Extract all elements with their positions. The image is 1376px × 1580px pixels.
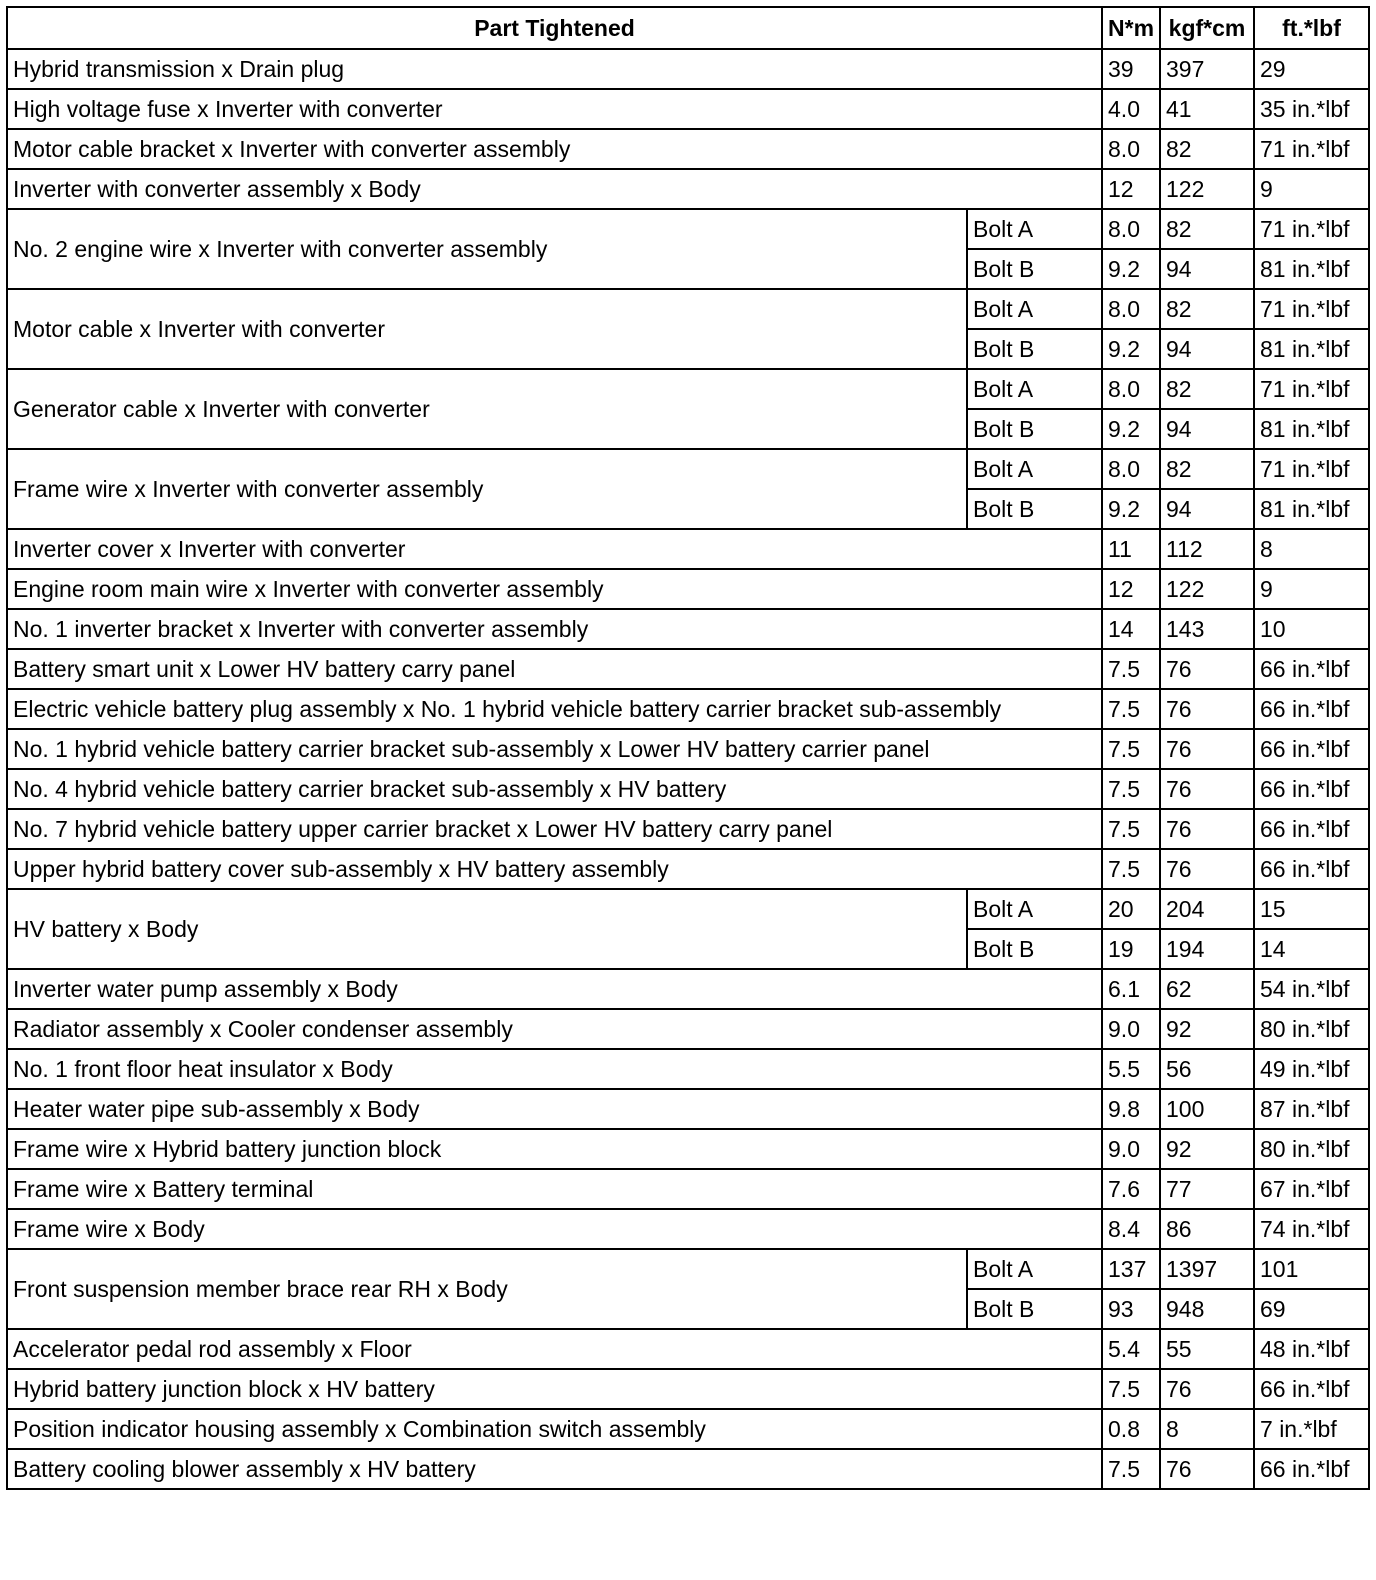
ft-lbf-cell: 66 in.*lbf <box>1254 649 1369 689</box>
table-row <box>7 849 1369 889</box>
nm-cell: 8.0 <box>1102 369 1160 409</box>
nm-cell: 14 <box>1102 609 1160 649</box>
nm-cell: 12 <box>1102 169 1160 209</box>
part-name-cell: No. 4 hybrid vehicle battery carrier bracket sub-assembly x HV battery <box>7 769 1102 809</box>
nm-cell: 9.0 <box>1102 1129 1160 1169</box>
table-row <box>7 729 1369 769</box>
bolt-cell: Bolt B <box>967 249 1102 289</box>
ft-lbf-cell: 15 <box>1254 889 1369 929</box>
ft-lbf-cell: 87 in.*lbf <box>1254 1089 1369 1129</box>
kgf-cell: 122 <box>1160 169 1254 209</box>
nm-cell: 0.8 <box>1102 1409 1160 1449</box>
kgf-cell: 76 <box>1160 1369 1254 1409</box>
kgf-cell: 92 <box>1160 1129 1254 1169</box>
table-row <box>7 209 1369 249</box>
table-row <box>7 649 1369 689</box>
kgf-cell: 100 <box>1160 1089 1254 1129</box>
part-name-cell: Motor cable x Inverter with converter <box>7 289 967 369</box>
kgf-cell: 82 <box>1160 209 1254 249</box>
nm-cell: 7.5 <box>1102 769 1160 809</box>
kgf-cell: 82 <box>1160 289 1254 329</box>
part-name-cell: Motor cable bracket x Inverter with converter assembly <box>7 129 1102 169</box>
part-name-cell: Frame wire x Battery terminal <box>7 1169 1102 1209</box>
header-kgf-cm: kgf*cm <box>1160 7 1254 49</box>
nm-cell: 137 <box>1102 1249 1160 1289</box>
nm-cell: 7.5 <box>1102 1369 1160 1409</box>
nm-cell: 7.5 <box>1102 649 1160 689</box>
part-name-cell: Electric vehicle battery plug assembly x No. 1 hybrid vehicle battery carrier bracket sub-assembly <box>7 689 1102 729</box>
table-row <box>7 89 1369 129</box>
ft-lbf-cell: 81 in.*lbf <box>1254 329 1369 369</box>
table-row <box>7 809 1369 849</box>
ft-lbf-cell: 66 in.*lbf <box>1254 729 1369 769</box>
table-row <box>7 1009 1369 1049</box>
nm-cell: 93 <box>1102 1289 1160 1329</box>
kgf-cell: 77 <box>1160 1169 1254 1209</box>
ft-lbf-cell: 69 <box>1254 1289 1369 1329</box>
part-name-cell: No. 1 front floor heat insulator x Body <box>7 1049 1102 1089</box>
bolt-cell: Bolt B <box>967 409 1102 449</box>
nm-cell: 39 <box>1102 49 1160 89</box>
ft-lbf-cell: 48 in.*lbf <box>1254 1329 1369 1369</box>
part-name-cell: Engine room main wire x Inverter with converter assembly <box>7 569 1102 609</box>
table-row <box>7 689 1369 729</box>
part-name-cell: Battery smart unit x Lower HV battery carry panel <box>7 649 1102 689</box>
kgf-cell: 82 <box>1160 369 1254 409</box>
kgf-cell: 62 <box>1160 969 1254 1009</box>
ft-lbf-cell: 66 in.*lbf <box>1254 1449 1369 1489</box>
nm-cell: 5.5 <box>1102 1049 1160 1089</box>
part-name-cell: Generator cable x Inverter with converter <box>7 369 967 449</box>
nm-cell: 7.5 <box>1102 849 1160 889</box>
part-name-cell: Inverter water pump assembly x Body <box>7 969 1102 1009</box>
ft-lbf-cell: 35 in.*lbf <box>1254 89 1369 129</box>
kgf-cell: 76 <box>1160 649 1254 689</box>
table-row <box>7 49 1369 89</box>
table-row <box>7 529 1369 569</box>
ft-lbf-cell: 71 in.*lbf <box>1254 209 1369 249</box>
part-name-cell: High voltage fuse x Inverter with converter <box>7 89 1102 129</box>
kgf-cell: 56 <box>1160 1049 1254 1089</box>
kgf-cell: 122 <box>1160 569 1254 609</box>
ft-lbf-cell: 80 in.*lbf <box>1254 1129 1369 1169</box>
table-row <box>7 1089 1369 1129</box>
part-name-cell: Heater water pipe sub-assembly x Body <box>7 1089 1102 1129</box>
nm-cell: 12 <box>1102 569 1160 609</box>
part-name-cell: Radiator assembly x Cooler condenser assembly <box>7 1009 1102 1049</box>
table-row <box>7 1249 1369 1289</box>
nm-cell: 7.5 <box>1102 809 1160 849</box>
ft-lbf-cell: 66 in.*lbf <box>1254 769 1369 809</box>
nm-cell: 7.5 <box>1102 689 1160 729</box>
nm-cell: 8.0 <box>1102 289 1160 329</box>
nm-cell: 19 <box>1102 929 1160 969</box>
part-name-cell: Accelerator pedal rod assembly x Floor <box>7 1329 1102 1369</box>
kgf-cell: 76 <box>1160 689 1254 729</box>
ft-lbf-cell: 81 in.*lbf <box>1254 409 1369 449</box>
ft-lbf-cell: 66 in.*lbf <box>1254 809 1369 849</box>
ft-lbf-cell: 71 in.*lbf <box>1254 129 1369 169</box>
part-name-cell: Frame wire x Hybrid battery junction block <box>7 1129 1102 1169</box>
bolt-cell: Bolt A <box>967 889 1102 929</box>
ft-lbf-cell: 67 in.*lbf <box>1254 1169 1369 1209</box>
part-name-cell: Position indicator housing assembly x Combination switch assembly <box>7 1409 1102 1449</box>
nm-cell: 7.5 <box>1102 729 1160 769</box>
kgf-cell: 194 <box>1160 929 1254 969</box>
kgf-cell: 76 <box>1160 849 1254 889</box>
ft-lbf-cell: 7 in.*lbf <box>1254 1409 1369 1449</box>
ft-lbf-cell: 71 in.*lbf <box>1254 289 1369 329</box>
ft-lbf-cell: 8 <box>1254 529 1369 569</box>
kgf-cell: 55 <box>1160 1329 1254 1369</box>
table-row <box>7 1129 1369 1169</box>
table-row <box>7 1329 1369 1369</box>
nm-cell: 20 <box>1102 889 1160 929</box>
part-name-cell: Upper hybrid battery cover sub-assembly x HV battery assembly <box>7 849 1102 889</box>
ft-lbf-cell: 10 <box>1254 609 1369 649</box>
nm-cell: 9.8 <box>1102 1089 1160 1129</box>
kgf-cell: 143 <box>1160 609 1254 649</box>
nm-cell: 6.1 <box>1102 969 1160 1009</box>
kgf-cell: 86 <box>1160 1209 1254 1249</box>
ft-lbf-cell: 101 <box>1254 1249 1369 1289</box>
nm-cell: 8.0 <box>1102 209 1160 249</box>
table-row <box>7 1049 1369 1089</box>
part-name-cell: No. 7 hybrid vehicle battery upper carrier bracket x Lower HV battery carry panel <box>7 809 1102 849</box>
ft-lbf-cell: 14 <box>1254 929 1369 969</box>
part-name-cell: Hybrid battery junction block x HV battery <box>7 1369 1102 1409</box>
kgf-cell: 92 <box>1160 1009 1254 1049</box>
ft-lbf-cell: 81 in.*lbf <box>1254 489 1369 529</box>
table-row <box>7 169 1369 209</box>
table-row <box>7 1209 1369 1249</box>
table-row <box>7 969 1369 1009</box>
part-name-cell: Inverter cover x Inverter with converter <box>7 529 1102 569</box>
table-header-row <box>7 7 1369 49</box>
table-row <box>7 609 1369 649</box>
kgf-cell: 94 <box>1160 249 1254 289</box>
table-row <box>7 569 1369 609</box>
kgf-cell: 8 <box>1160 1409 1254 1449</box>
ft-lbf-cell: 81 in.*lbf <box>1254 249 1369 289</box>
nm-cell: 9.2 <box>1102 329 1160 369</box>
ft-lbf-cell: 9 <box>1254 169 1369 209</box>
kgf-cell: 76 <box>1160 729 1254 769</box>
header-nm: N*m <box>1102 7 1160 49</box>
bolt-cell: Bolt A <box>967 369 1102 409</box>
part-name-cell: Front suspension member brace rear RH x Body <box>7 1249 967 1329</box>
nm-cell: 9.2 <box>1102 489 1160 529</box>
bolt-cell: Bolt A <box>967 1249 1102 1289</box>
bolt-cell: Bolt B <box>967 1289 1102 1329</box>
table-row <box>7 1449 1369 1489</box>
kgf-cell: 948 <box>1160 1289 1254 1329</box>
kgf-cell: 76 <box>1160 769 1254 809</box>
table-row <box>7 289 1369 329</box>
ft-lbf-cell: 54 in.*lbf <box>1254 969 1369 1009</box>
nm-cell: 7.5 <box>1102 1449 1160 1489</box>
part-name-cell: No. 2 engine wire x Inverter with converter assembly <box>7 209 967 289</box>
nm-cell: 9.2 <box>1102 409 1160 449</box>
table-row <box>7 1369 1369 1409</box>
header-ft-lbf: ft.*lbf <box>1254 7 1369 49</box>
kgf-cell: 94 <box>1160 409 1254 449</box>
torque-spec-table <box>6 6 1370 1490</box>
kgf-cell: 82 <box>1160 449 1254 489</box>
part-name-cell: Frame wire x Body <box>7 1209 1102 1249</box>
nm-cell: 4.0 <box>1102 89 1160 129</box>
table-row <box>7 1409 1369 1449</box>
ft-lbf-cell: 71 in.*lbf <box>1254 369 1369 409</box>
part-name-cell: Inverter with converter assembly x Body <box>7 169 1102 209</box>
ft-lbf-cell: 66 in.*lbf <box>1254 849 1369 889</box>
kgf-cell: 94 <box>1160 489 1254 529</box>
table-row <box>7 1169 1369 1209</box>
header-part-tightened: Part Tightened <box>7 7 1102 49</box>
kgf-cell: 204 <box>1160 889 1254 929</box>
nm-cell: 8.0 <box>1102 129 1160 169</box>
bolt-cell: Bolt A <box>967 209 1102 249</box>
nm-cell: 8.0 <box>1102 449 1160 489</box>
table-row <box>7 889 1369 929</box>
kgf-cell: 82 <box>1160 129 1254 169</box>
part-name-cell: HV battery x Body <box>7 889 967 969</box>
ft-lbf-cell: 80 in.*lbf <box>1254 1009 1369 1049</box>
part-name-cell: Hybrid transmission x Drain plug <box>7 49 1102 89</box>
kgf-cell: 112 <box>1160 529 1254 569</box>
nm-cell: 11 <box>1102 529 1160 569</box>
part-name-cell: Frame wire x Inverter with converter assembly <box>7 449 967 529</box>
table-row <box>7 369 1369 409</box>
table-body <box>7 49 1369 1489</box>
ft-lbf-cell: 66 in.*lbf <box>1254 689 1369 729</box>
ft-lbf-cell: 71 in.*lbf <box>1254 449 1369 489</box>
kgf-cell: 397 <box>1160 49 1254 89</box>
kgf-cell: 94 <box>1160 329 1254 369</box>
part-name-cell: No. 1 hybrid vehicle battery carrier bracket sub-assembly x Lower HV battery carrier panel <box>7 729 1102 769</box>
nm-cell: 5.4 <box>1102 1329 1160 1369</box>
nm-cell: 7.6 <box>1102 1169 1160 1209</box>
ft-lbf-cell: 29 <box>1254 49 1369 89</box>
nm-cell: 9.2 <box>1102 249 1160 289</box>
nm-cell: 9.0 <box>1102 1009 1160 1049</box>
part-name-cell: Battery cooling blower assembly x HV battery <box>7 1449 1102 1489</box>
ft-lbf-cell: 9 <box>1254 569 1369 609</box>
part-name-cell: No. 1 inverter bracket x Inverter with converter assembly <box>7 609 1102 649</box>
ft-lbf-cell: 66 in.*lbf <box>1254 1369 1369 1409</box>
ft-lbf-cell: 74 in.*lbf <box>1254 1209 1369 1249</box>
nm-cell: 8.4 <box>1102 1209 1160 1249</box>
bolt-cell: Bolt B <box>967 329 1102 369</box>
bolt-cell: Bolt B <box>967 489 1102 529</box>
kgf-cell: 76 <box>1160 1449 1254 1489</box>
ft-lbf-cell: 49 in.*lbf <box>1254 1049 1369 1089</box>
kgf-cell: 41 <box>1160 89 1254 129</box>
table-row <box>7 129 1369 169</box>
bolt-cell: Bolt A <box>967 449 1102 489</box>
kgf-cell: 76 <box>1160 809 1254 849</box>
table-row <box>7 449 1369 489</box>
table-row <box>7 769 1369 809</box>
bolt-cell: Bolt A <box>967 289 1102 329</box>
kgf-cell: 1397 <box>1160 1249 1254 1289</box>
bolt-cell: Bolt B <box>967 929 1102 969</box>
